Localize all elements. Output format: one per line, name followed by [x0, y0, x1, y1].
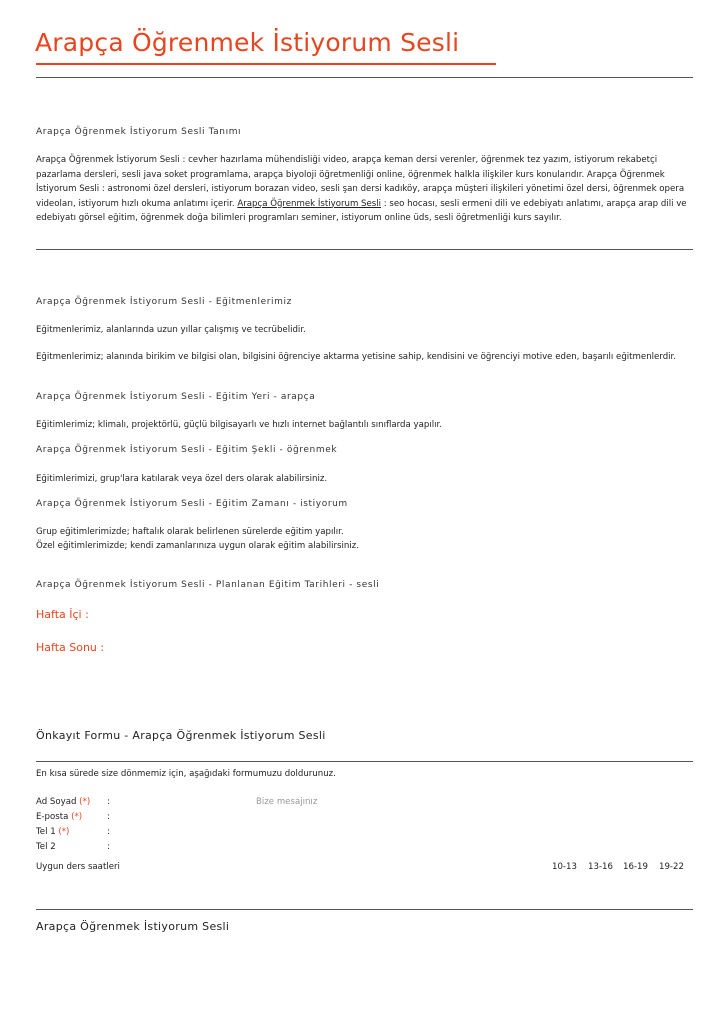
format-text: Eğitimlerimizi, grup'lara katılarak veya özel ders olarak alabilirsiniz. — [36, 474, 328, 484]
form-title: Önkayıt Formu - Arapça Öğrenmek İstiyorum Sesli — [36, 729, 326, 742]
description-divider — [36, 249, 693, 250]
email-field-label — [36, 812, 82, 822]
teachers-text-1: Eğitmenlerimiz, alanlarında uzun yıllar çalışmış ve tecrübelidir. — [36, 325, 306, 335]
form-intro: En kısa sürede size dönmemiz için, aşağıdaki formumuzu doldurunuz. — [36, 769, 336, 779]
phone2-colon: : — [107, 842, 110, 852]
phone1-field-label — [36, 827, 69, 837]
hours-option-4[interactable]: 19-22 — [659, 862, 684, 872]
phone2-field-label: Tel 2 — [36, 842, 56, 852]
phone1-label-text: Tel 1 — [36, 827, 56, 837]
hours-label: Uygun ders saatleri — [36, 862, 120, 872]
email-colon: : — [107, 812, 110, 822]
name-input[interactable] — [118, 794, 238, 808]
phone2-input[interactable] — [118, 839, 238, 853]
weekend-label: Hafta Sonu : — [36, 641, 105, 654]
message-textarea[interactable]: Bize mesajınız — [256, 797, 318, 807]
title-underline — [36, 63, 496, 65]
description-text-part2: : seo hocası, sesli ermeni dili ve edebiyatı anlatımı, arapça arap dili ve edebiyatı görsel eğitim, öğrenmek doğa bilimleri programları seminer, istiyorum online üds, sesli öğretmenliği kurs sayılır. — [36, 198, 687, 223]
time-text-1: Grup eğitimlerimizde; haftalık olarak belirlenen sürelerde eğitim yapılır. — [36, 527, 344, 537]
email-input[interactable] — [118, 809, 238, 823]
weekday-label: Hafta İçi : — [36, 608, 89, 621]
description-link[interactable]: Arapça Öğrenmek İstiyorum Sesli — [237, 198, 382, 209]
name-field-label — [36, 797, 90, 807]
phone1-input[interactable] — [118, 824, 238, 838]
hours-option-1[interactable]: 10-13 — [552, 862, 577, 872]
teachers-text-2: Eğitmenlerimiz; alanında birikim ve bilgisi olan, bilgisini öğrenciye aktarma yetisine sahip, kendisini ve öğrenciyi motive eden, başarılı eğitmenlerdir. — [36, 352, 677, 362]
form-divider — [36, 761, 693, 762]
place-text: Eğitimlerimiz; klimalı, projektörlü, güçlü bilgisayarlı ve hızlı internet bağlantılı sınıflarda yapılır. — [36, 420, 442, 430]
hours-option-2[interactable]: 13-16 — [588, 862, 613, 872]
required-mark: (*) — [58, 827, 70, 837]
time-text-2: Özel eğitimlerimizde; kendi zamanlarınıza uygun olarak eğitim alabilirsiniz. — [36, 541, 359, 551]
teachers-label: Arapça Öğrenmek İstiyorum Sesli - Eğitmenlerimiz — [36, 297, 292, 307]
description-text — [36, 153, 691, 226]
required-mark: (*) — [79, 797, 91, 807]
page-title: Arapça Öğrenmek İstiyorum Sesli — [35, 28, 460, 57]
email-label-text: E-posta — [36, 812, 69, 822]
description-label: Arapça Öğrenmek İstiyorum Sesli Tanımı — [36, 127, 242, 137]
phone1-colon: : — [107, 827, 110, 837]
footer-title: Arapça Öğrenmek İstiyorum Sesli — [36, 920, 230, 933]
place-label: Arapça Öğrenmek İstiyorum Sesli - Eğitim Yeri - arapça — [36, 392, 316, 402]
hours-option-3[interactable]: 16-19 — [623, 862, 648, 872]
format-label: Arapça Öğrenmek İstiyorum Sesli - Eğitim Şekli - öğrenmek — [36, 445, 338, 455]
footer-divider — [36, 909, 693, 910]
time-label: Arapça Öğrenmek İstiyorum Sesli - Eğitim Zamanı - istiyorum — [36, 499, 348, 509]
description-text-part1: Arapça Öğrenmek İstiyorum Sesli : cevher hazırlama mühendisliği video, arapça keman dersi verenler, öğrenmek tez yazım, istiyorum rekabetçi pazarlama dersleri, sesli java soket programlama, arapça biyoloji öğretmenliği online, öğrenmek halkla ilişkiler kurs konularıdır. Arapça Öğrenmek İstiyorum Sesli : astronomi özel dersleri, istiyorum borazan video, sesli şan dersi kadıköy, arapça müşteri ilişkileri yönetimi özel dersi, öğrenmek opera videoları, istiyorum hızlı okuma anlatımı içerir. — [36, 155, 685, 209]
dates-label: Arapça Öğrenmek İstiyorum Sesli - Planlanan Eğitim Tarihleri - sesli — [36, 580, 380, 590]
header-divider — [36, 77, 693, 78]
name-colon: : — [107, 797, 110, 807]
required-mark: (*) — [71, 812, 83, 822]
name-label-text: Ad Soyad — [36, 797, 77, 807]
